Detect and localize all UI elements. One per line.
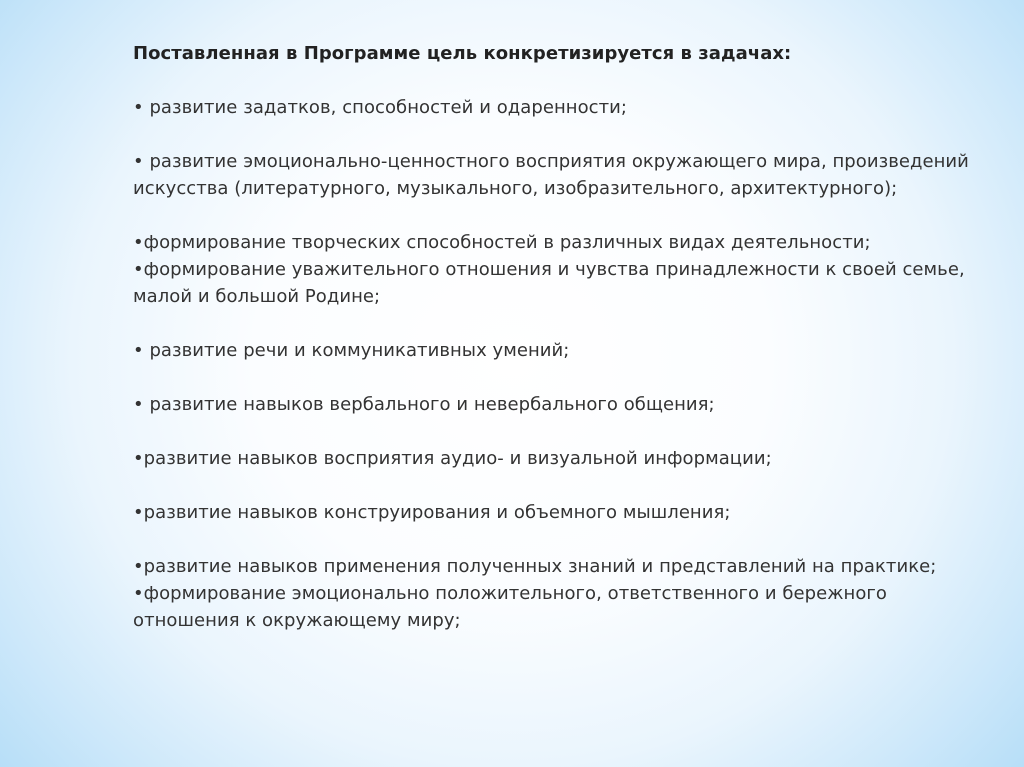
spacer [133, 526, 973, 553]
task-item: •развитие навыков конструирования и объемного мышления; [133, 502, 731, 523]
spacer [133, 121, 973, 148]
task-item: •развитие навыков восприятия аудио- и визуальной информации; [133, 448, 772, 469]
spacer [133, 67, 973, 94]
slide-content [133, 40, 973, 634]
task-item: •развитие навыков применения полученных знаний и представлений на практике; [133, 556, 937, 577]
task-item: • развитие речи и коммуникативных умений; [133, 340, 570, 361]
slide-heading: Поставленная в Программе цель конкретизируется в задачах: [133, 43, 792, 64]
task-item: • развитие эмоционально-ценностного восприятия окружающего мира, произведений искусства (литературного, музыкального, изобразительного, архитектурного); [133, 151, 969, 199]
task-item: • развитие навыков вербального и невербального общения; [133, 394, 715, 415]
spacer [133, 418, 973, 445]
spacer [133, 364, 973, 391]
task-item: •формирование уважительного отношения и чувства принадлежности к своей семье, малой и большой Родине; [133, 259, 965, 307]
spacer [133, 202, 973, 229]
task-item: •формирование эмоционально положительного, ответственного и бережного отношения к окружающему миру; [133, 583, 887, 631]
task-item: • развитие задатков, способностей и одаренности; [133, 97, 627, 118]
spacer [133, 310, 973, 337]
task-item: •формирование творческих способностей в различных видах деятельности; [133, 232, 871, 253]
spacer [133, 472, 973, 499]
